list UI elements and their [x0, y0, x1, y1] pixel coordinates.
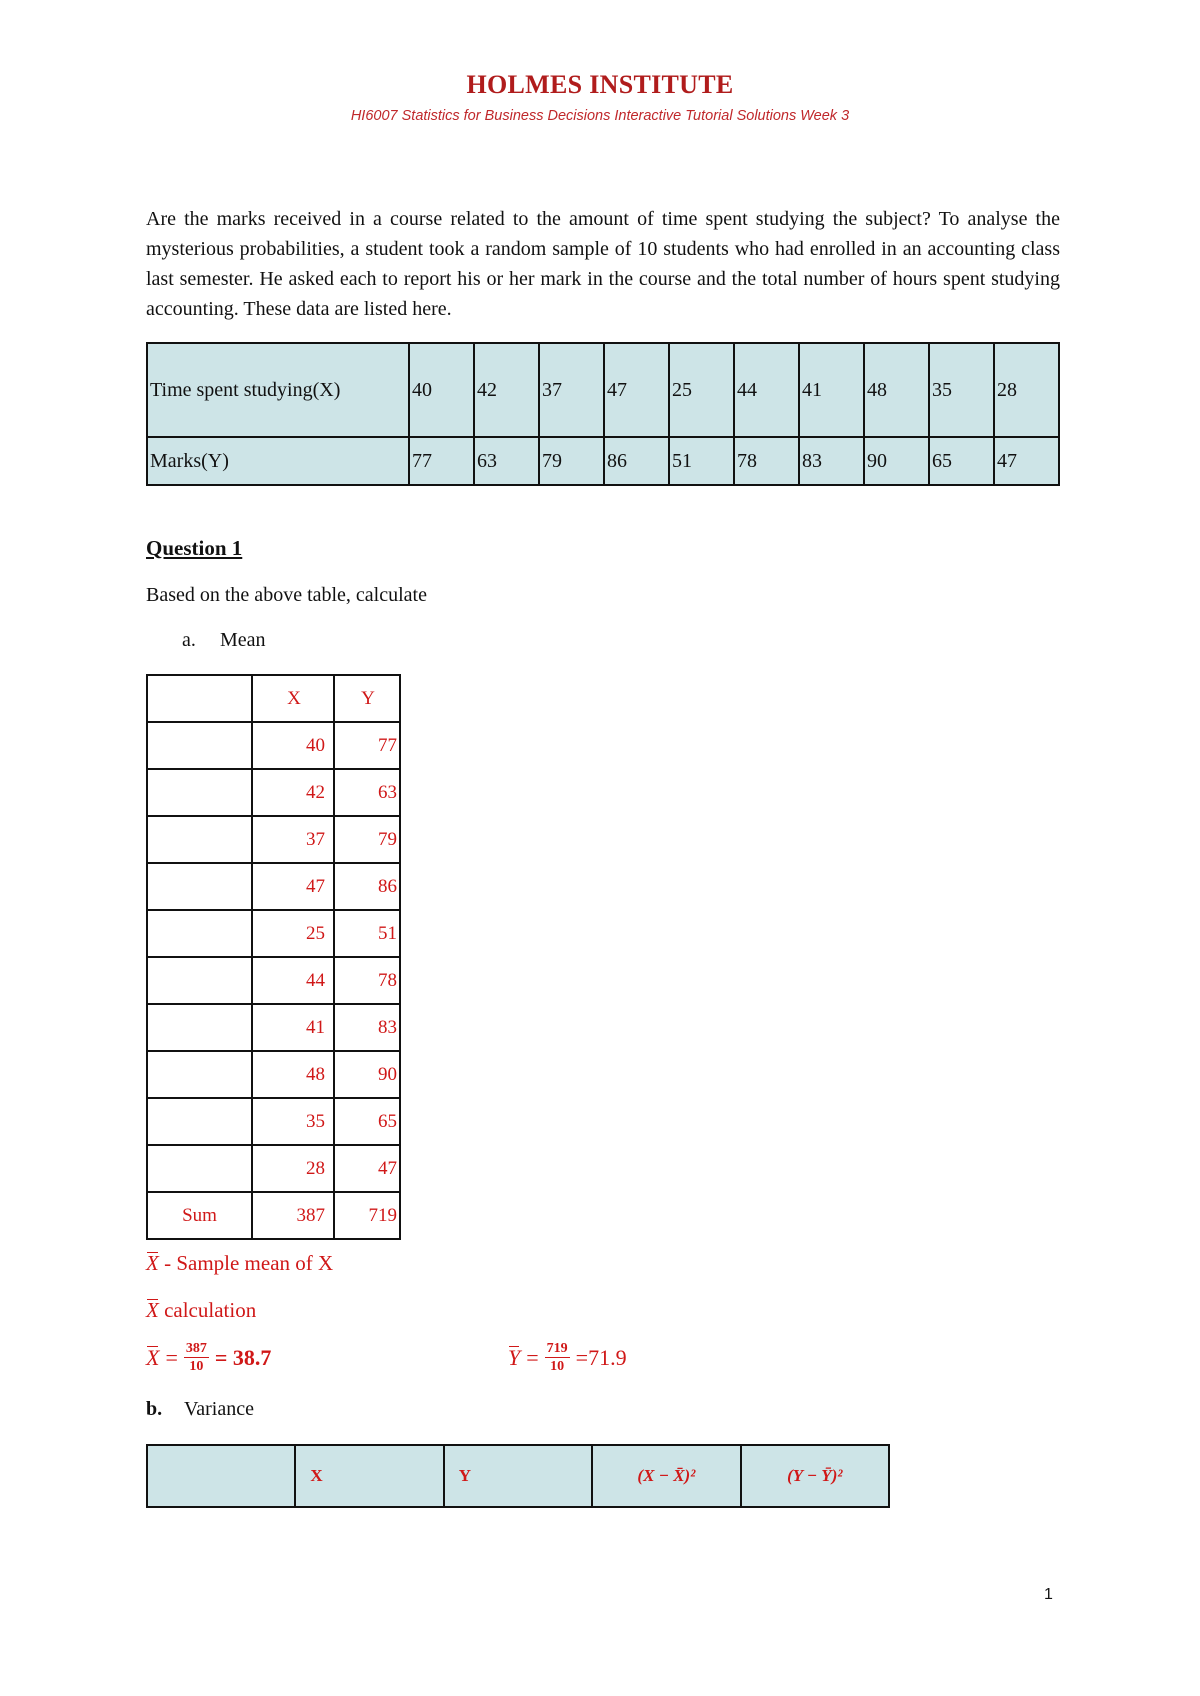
table-cell: 83	[799, 437, 864, 485]
header-y: Y	[444, 1445, 592, 1507]
x-bar-symbol: X	[146, 1251, 159, 1275]
table-cell: 47	[252, 863, 334, 910]
header-y-deviation-squared: (Y − Ȳ)²	[741, 1445, 889, 1507]
sum-y: 719	[334, 1192, 400, 1239]
table-cell: 51	[334, 910, 400, 957]
calculation-label: X calculation	[146, 1298, 257, 1322]
intro-paragraph: Are the marks received in a course related to the amount of time spent studying the subject? To analyse the mysterious probabilities, a student took a random sample of 10 students who had enrolled in an accounting class last semester. He asked each to report his or her mark in the course and the total number of hours spent studying accounting. These data are listed here.	[146, 208, 1060, 320]
table-cell: 79	[334, 816, 400, 863]
table-cell: 77	[334, 722, 400, 769]
table-cell: 25	[669, 343, 734, 437]
mean-y-equation: Y = $\frac{719}{10}$ = 71.9	[508, 1341, 627, 1374]
item-a-label: Mean	[220, 629, 266, 651]
table-row	[147, 910, 400, 957]
table-row	[147, 957, 400, 1004]
table-cell: 65	[929, 437, 994, 485]
table-cell: 77	[409, 437, 474, 485]
table-cell: 51	[669, 437, 734, 485]
table-header-row	[147, 675, 400, 722]
table-cell: 48	[252, 1051, 334, 1098]
table-row	[147, 1051, 400, 1098]
sample-mean-definition: X - Sample mean of X	[146, 1251, 334, 1275]
table-cell: 42	[252, 769, 334, 816]
mean-x-result: 38.7	[232, 1344, 272, 1370]
table-row-y	[147, 437, 1059, 485]
fraction: $\frac{387}{10}$	[185, 1341, 207, 1374]
item-b-letter: b.	[146, 1398, 163, 1420]
table-cell: 35	[252, 1098, 334, 1145]
mean-x-equation: X = $\frac{387}{10}$ = 38.7	[146, 1341, 272, 1374]
table-cell: 65	[334, 1098, 400, 1145]
table-cell: 28	[994, 343, 1059, 437]
header-x: X	[295, 1445, 443, 1507]
item-b	[146, 1398, 254, 1421]
sum-label: Sum	[147, 1192, 252, 1239]
mean-table	[146, 674, 401, 1240]
table-row	[147, 1098, 400, 1145]
table-cell: 90	[864, 437, 929, 485]
table-cell: 40	[409, 343, 474, 437]
sum-x: 387	[252, 1192, 334, 1239]
table-cell: 78	[334, 957, 400, 1004]
table-cell: 86	[604, 437, 669, 485]
table-cell: 37	[252, 816, 334, 863]
table-cell: 25	[252, 910, 334, 957]
table-cell: 42	[474, 343, 539, 437]
row-label-x: Time spent studying(X)	[147, 343, 409, 437]
table-row	[147, 1145, 400, 1192]
table-row	[147, 863, 400, 910]
header-x-deviation-squared: (X − X̄)²	[592, 1445, 740, 1507]
table-cell: 41	[799, 343, 864, 437]
row-label-y: Marks(Y)	[147, 437, 409, 485]
table-cell	[147, 675, 252, 722]
table-row	[147, 1004, 400, 1051]
table-cell: 28	[252, 1145, 334, 1192]
table-cell: 47	[334, 1145, 400, 1192]
table-row	[147, 722, 400, 769]
table-row	[147, 769, 400, 816]
data-table	[146, 342, 1060, 486]
x-bar-symbol: X	[146, 1298, 159, 1322]
header-y: Y	[334, 675, 400, 722]
table-sum-row	[147, 1192, 400, 1239]
table-cell: 44	[734, 343, 799, 437]
question-text: Based on the above table, calculate	[146, 584, 427, 606]
table-cell: 35	[929, 343, 994, 437]
table-cell: 83	[334, 1004, 400, 1051]
table-cell: 63	[334, 769, 400, 816]
table-cell: 47	[604, 343, 669, 437]
table-cell: 63	[474, 437, 539, 485]
question-heading: Question 1	[146, 536, 243, 560]
document-subtitle: HI6007 Statistics for Business Decisions Interactive Tutorial Solutions Week 3	[350, 108, 850, 124]
table-cell: 79	[539, 437, 604, 485]
item-a	[182, 629, 266, 652]
table-cell: 47	[994, 437, 1059, 485]
table-cell: 90	[334, 1051, 400, 1098]
variance-table	[146, 1444, 890, 1508]
table-cell	[147, 1445, 295, 1507]
header-x: X	[252, 675, 334, 722]
item-b-label: Variance	[184, 1398, 254, 1420]
table-cell: 41	[252, 1004, 334, 1051]
item-a-letter: a.	[182, 629, 196, 651]
table-cell: 86	[334, 863, 400, 910]
table-cell: 78	[734, 437, 799, 485]
table-cell: 48	[864, 343, 929, 437]
table-cell: 37	[539, 343, 604, 437]
mean-y-result: 71.9	[588, 1344, 627, 1370]
table-cell: 44	[252, 957, 334, 1004]
page-number: 1	[1044, 1586, 1053, 1603]
fraction: $\frac{719}{10}$	[546, 1341, 568, 1374]
table-row	[147, 816, 400, 863]
table-cell: 40	[252, 722, 334, 769]
document-title: HOLMES INSTITUTE	[466, 70, 734, 99]
table-row-x	[147, 343, 1059, 437]
table-header-row	[147, 1445, 889, 1507]
